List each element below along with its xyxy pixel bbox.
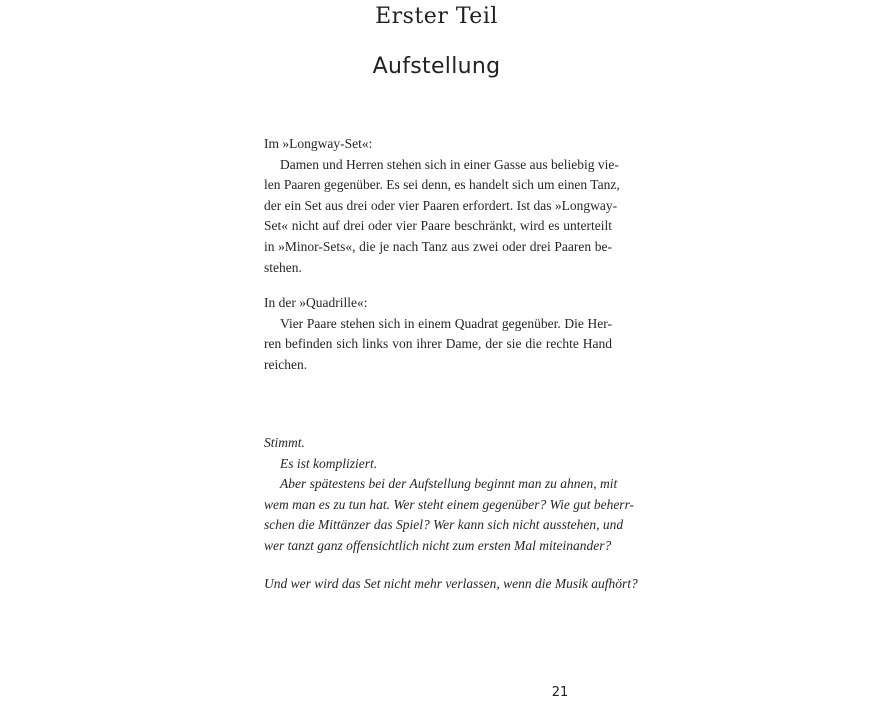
part-title: Erster Teil	[375, 4, 498, 29]
chapter-title: Aufstellung	[372, 54, 501, 79]
text-line: reichen.	[264, 356, 308, 372]
text-line: in »Minor-Sets«, die je nach Tanz aus zwei oder drei Paaren be-	[264, 238, 612, 254]
text-line: Aber spätestens bei der Aufstellung beginnt man zu ahnen, mit	[280, 476, 618, 492]
text-line: Vier Paare stehen sich in einem Quadrat gegenüber. Die Her-	[280, 315, 612, 331]
page-number: 21	[551, 685, 569, 700]
text-line: wem man es zu tun hat. Wer steht einem gegenüber? Wie gut beherr-	[264, 496, 635, 512]
text-line: Stimmt.	[264, 435, 305, 450]
text-line: Es ist kompliziert.	[280, 455, 378, 471]
text-line: Set« nicht auf drei oder vier Paare beschränkt, wird es unterteilt	[264, 218, 612, 234]
text-line: wer tanzt ganz offensichtlich nicht zum ersten Mal miteinander?	[264, 537, 612, 553]
section-heading-quadrille: In der »Quadrille«:	[264, 295, 368, 310]
section-longway	[264, 134, 620, 278]
text-line: stehen.	[264, 259, 302, 275]
text-line: Damen und Herren stehen sich in einer Gasse aus beliebig vie-	[280, 156, 619, 172]
text-line: schen die Mittänzer das Spiel? Wer kann sich nicht ausstehen, und	[264, 517, 624, 533]
italic-commentary	[264, 433, 635, 557]
closing-question	[264, 574, 638, 595]
section-heading-longway: Im »Longway-Set«:	[264, 136, 373, 151]
text-line: len Paaren gegenüber. Es sei denn, es handelt sich um einen Tanz,	[264, 177, 620, 193]
section-quadrille	[264, 293, 612, 375]
text-line: Und wer wird das Set nicht mehr verlassen, wenn die Musik aufhört?	[264, 576, 638, 591]
text-line: ren befinden sich links von ihrer Dame, der sie die rechte Hand	[264, 336, 612, 352]
text-line: der ein Set aus drei oder vier Paaren erfordert. Ist das »Longway-	[264, 197, 618, 213]
